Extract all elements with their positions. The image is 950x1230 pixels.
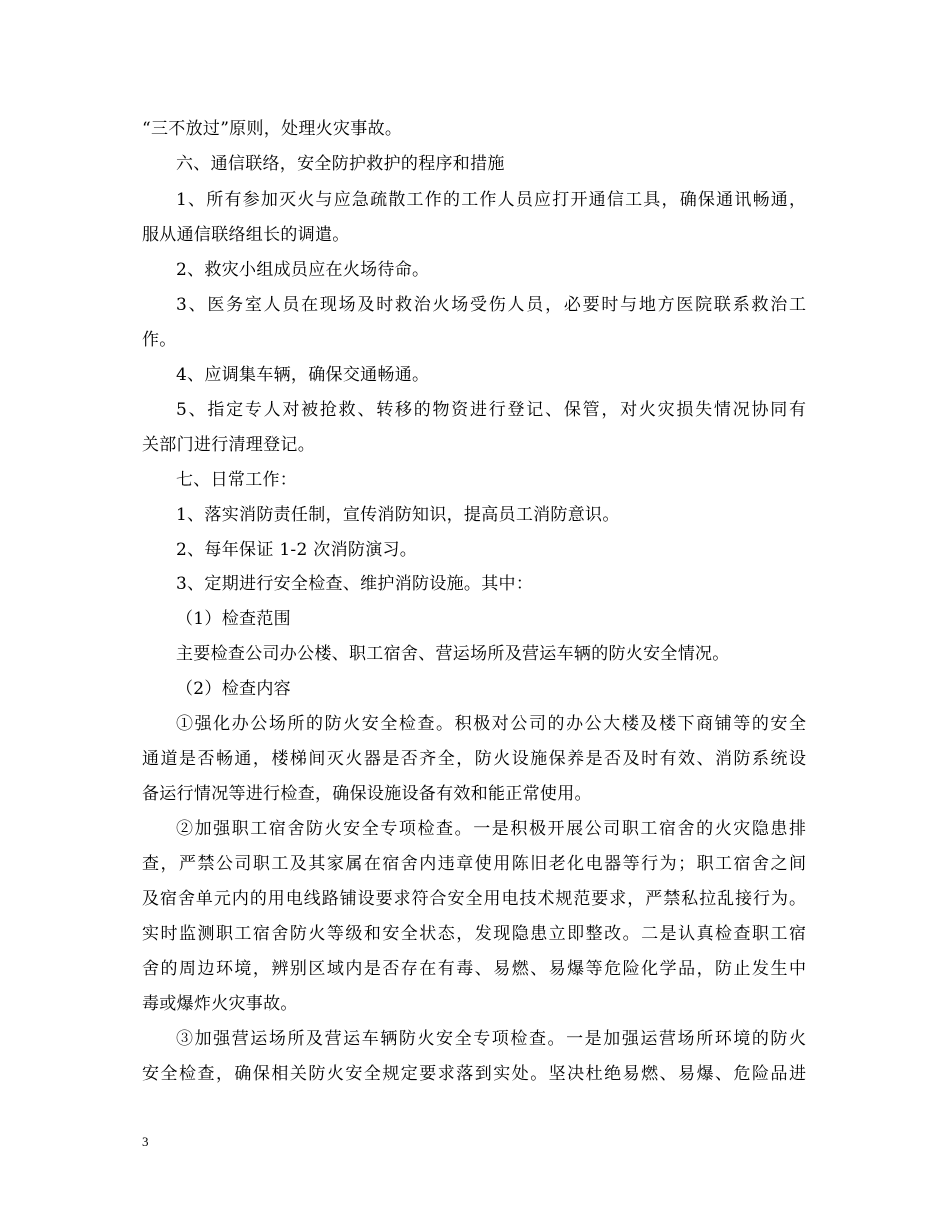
section-heading-7: 七、日常工作： (176, 470, 298, 490)
subheading-content: （2）检查内容 (176, 679, 291, 699)
text-line: 4、应调集车辆，确保交通畅通。 (176, 365, 430, 385)
text-line: ③加强营运场所及营运车辆防火安全专项检查。一是加强运营场所环境的防火 (176, 1029, 806, 1049)
text-line: 服从通信联络组长的调遣。 (142, 225, 350, 245)
text-line: 通道是否畅通，楼梯间灭火器是否齐全，防火设施保养是否及时有效、消防系统设 (142, 749, 806, 769)
text-line: 1、落实消防责任制，宣传消防知识，提高员工消防意识。 (176, 505, 620, 525)
text-line: 2、救灾小组成员应在火场待命。 (176, 260, 430, 280)
text-line: 查，严禁公司职工及其家属在宿舍内违章使用陈旧老化电器等行为；职工宿舍之间 (142, 854, 806, 874)
text-line: 2、每年保证 1-2 次消防演习。 (176, 540, 418, 560)
text-line: “三不放过”原则，处理火灾事故。 (142, 119, 403, 139)
text-line: 3、定期进行安全检查、维护消防设施。其中： (176, 574, 534, 594)
text-line: 舍的周边环境，辨别区域内是否存在有毒、易燃、易爆等危险化学品，防止发生中 (142, 959, 806, 979)
text-line: 5、指定专人对被抢救、转移的物资进行登记、保管，对火灾损失情况协同有 (176, 400, 806, 420)
text-line: 作。 (142, 330, 177, 350)
text-line: 及宿舍单元内的用电线路铺设要求符合安全用电技术规范要求，严禁私拉乱接行为。 (142, 889, 806, 909)
subheading-scope: （1）检查范围 (176, 609, 291, 629)
text-line: 备运行情况等进行检查，确保设施设备有效和能正常使用。 (142, 784, 592, 804)
page-number: 3 (142, 1134, 149, 1149)
text-line: 3、医务室人员在现场及时救治火场受伤人员，必要时与地方医院联系救治工 (176, 295, 806, 315)
text-line: 实时监测职工宿舍防火等级和安全状态，发现隐患立即整改。二是认真检查职工宿 (142, 924, 806, 944)
text-line: 毒或爆炸火灾事故。 (142, 994, 298, 1014)
text-line: ②加强职工宿舍防火安全专项检查。一是积极开展公司职工宿舍的火灾隐患排 (176, 819, 806, 839)
text-line: 1、所有参加灭火与应急疏散工作的工作人员应打开通信工具，确保通讯畅通， (176, 190, 806, 210)
text-line: 主要检查公司办公楼、职工宿舍、营运场所及营运车辆的防火安全情况。 (176, 644, 730, 664)
text-line: 关部门进行清理登记。 (142, 435, 315, 455)
text-line: 安全检查，确保相关防火安全规定要求落到实处。坚决杜绝易燃、易爆、危险品进 (142, 1064, 806, 1084)
text-line: ①强化办公场所的防火安全检查。积极对公司的办公大楼及楼下商铺等的安全 (176, 714, 806, 734)
section-heading-6: 六、通信联络，安全防护救护的程序和措施 (176, 154, 505, 174)
